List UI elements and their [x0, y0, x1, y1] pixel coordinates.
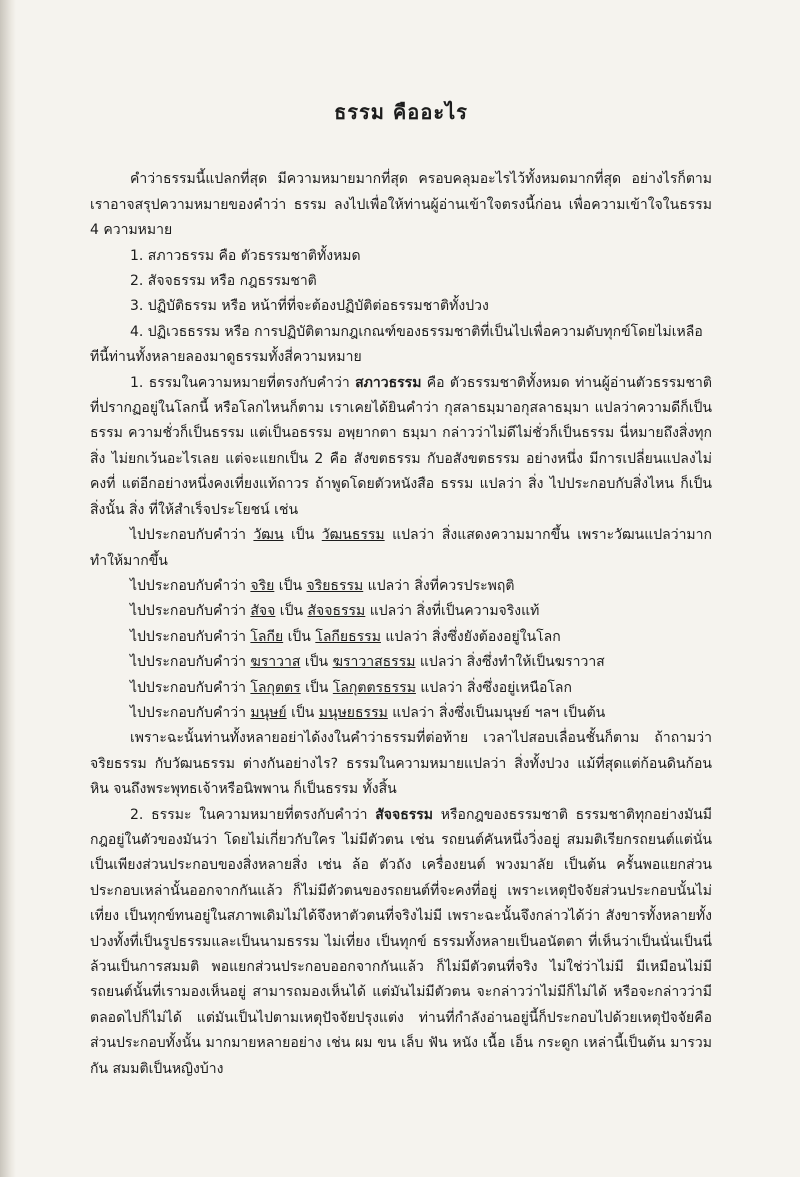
section-1-term: สภาวธรรม: [355, 374, 422, 391]
usage-root-word: วัฒน: [253, 527, 284, 544]
section-2-term: สัจจธรรม: [375, 806, 434, 823]
usage-prefix: ไปประกอบกับคำว่า: [130, 527, 254, 544]
usage-connector: เป็น: [283, 628, 316, 645]
usage-line: [90, 701, 712, 726]
usage-compound-word: ฆราวาสธรรม: [332, 654, 416, 671]
usage-prefix: ไปประกอบกับคำว่า: [130, 654, 251, 671]
usage-compound-word: โลกุตตรธรรม: [332, 679, 416, 696]
meaning-item: 4. ปฏิเวธธรรม หรือ การปฏิบัติตามกฎเกณฑ์ของธรรมชาติที่เป็นไปเพื่อความดับทุกข์โดยไม่เหลือ: [130, 323, 703, 340]
usage-connector: เป็น: [275, 603, 308, 620]
intro-paragraph: คำว่าธรรมนี้แปลกที่สุด มีความหมายมากที่สุด ครอบคลุมอะไรไว้ทั้งหมดมากที่สุด อย่างไรก็ตาม เราอาจสรุปความหมายของคำว่า ธรรม ลงไปเพื่อให้ท่านผู้อ่านเข้าใจตรงนี้ก่อน เพื่อความเข้าใจในธรรม 4 ความหมาย: [90, 171, 712, 239]
usage-compound-word: วัฒนธรรม: [321, 527, 385, 544]
section-2-lead: 2. ธรรมะ ในความหมายที่ตรงกับคำว่า: [130, 806, 376, 823]
usage-connector: เป็น: [300, 654, 333, 671]
usage-connector: เป็น: [300, 679, 333, 696]
usage-meaning: แปลว่า สิ่งแสดงความมากขึ้น เพราะวัฒนแปลว่ามาก ทำให้มากขึ้น: [90, 527, 712, 569]
usage-meaning: แปลว่า สิ่งซึ่งยังต้องอยู่ในโลก: [380, 628, 561, 645]
usage-meaning: แปลว่า สิ่งซึ่งทำให้เป็นฆราวาส: [415, 654, 605, 671]
usage-root-word: โลกีย: [250, 628, 284, 645]
usage-compound-word: มนุษยธรรม: [318, 704, 388, 721]
usage-root-word: สัจจ: [250, 603, 276, 620]
usage-prefix: ไปประกอบกับคำว่า: [130, 628, 251, 645]
usage-line: [90, 650, 712, 675]
usage-meaning: แปลว่า สิ่งที่ควรประพฤติ: [363, 577, 515, 594]
usage-prefix: ไปประกอบกับคำว่า: [130, 679, 251, 696]
usage-list: [90, 523, 712, 726]
meaning-list: [90, 244, 712, 371]
usage-root-word: โลกุตตร: [250, 679, 301, 696]
page-title: ธรรม คืออะไร: [334, 100, 468, 124]
page-binding-shadow: [0, 0, 16, 1177]
usage-root-word: มนุษย์: [250, 704, 287, 721]
meaning-list-tail: ทีนี้ท่านทั้งหลายลองมาดูธรรมทั้งสี่ความหมาย: [90, 349, 362, 366]
usage-meaning: แปลว่า สิ่งซึ่งอยู่เหนือโลก: [415, 679, 572, 696]
section-1-body: คือ ตัวธรรมชาติทั้งหมด ท่านผู้อ่านตัวธรรมชาติที่ปรากฏอยู่ในโลกนี้ หรือโลกไหนก็ตาม เราเคยได้ยินคำว่า กุสลาธมฺมาอกุสลาธมฺมา แปลว่าความดีก็เป็นธรรม ความชั่วก็เป็นธรรม แต่เป็นอธรรม อพฺยากตา ธมฺมา กล่าวว่าไม่ดีไม่ชั่วก็เป็นธรรม นี่หมายถึงสิ่งทุกสิ่ง ไม่ยกเว้นอะไรเลย แต่จะแยกเป็น 2 คือ สังขตธรรม กับอสังขตธรรม อย่างหนึ่ง มีการเปลี่ยนแปลงไม่คงที่ แต่อีกอย่างหนึ่งคงเที่ยงแท้ถาวร ถ้าพูดโดยตัวหนังสือ ธรรม แปลว่า สิ่ง ไปประกอบกับสิ่งไหน ก็เป็นสิ่งนั้น สิ่ง ที่ให้สำเร็จประโยชน์ เช่น: [90, 374, 712, 518]
usage-prefix: ไปประกอบกับคำว่า: [130, 577, 251, 594]
usage-compound-word: จริยธรรม: [306, 577, 364, 594]
usage-compound-word: โลกียธรรม: [315, 628, 381, 645]
usage-connector: เป็น: [286, 704, 319, 721]
therefore-paragraph: เพราะฉะนั้นท่านทั้งหลายอย่าได้งงในคำว่าธรรมที่ต่อท้าย เวลาไปสอบเลื่อนชั้นก็ตาม ถ้าถามว่า จริยธรรม กับวัฒนธรรม ต่างกันอย่างไร? ธรรมในความหมายแปลว่า สิ่งทั้งปวง แม้ที่สุดแต่ก้อนดินก้อนหิน จนถึงพระพุทธเจ้าหรือนิพพาน ก็เป็นธรรม ทั้งสิ้น: [90, 730, 712, 798]
meaning-item: 1. สภาวธรรม คือ ตัวธรรมชาติทั้งหมด: [130, 247, 361, 264]
meaning-item: 3. ปฏิบัติธรรม หรือ หน้าที่ที่จะต้องปฏิบัติต่อธรรมชาติทั้งปวง: [130, 298, 489, 315]
usage-line: [90, 574, 712, 599]
usage-line: [90, 676, 712, 701]
usage-line: [90, 523, 712, 574]
usage-prefix: ไปประกอบกับคำว่า: [130, 704, 251, 721]
meaning-item: 2. สัจจธรรม หรือ กฎธรรมชาติ: [130, 273, 317, 290]
usage-meaning: แปลว่า สิ่งที่เป็นความจริงแท้: [365, 603, 540, 620]
section-2-paragraph: [90, 803, 712, 1082]
usage-prefix: ไปประกอบกับคำว่า: [130, 603, 251, 620]
usage-compound-word: สัจจธรรม: [307, 603, 366, 620]
document-page: [90, 100, 712, 1082]
usage-connector: เป็น: [283, 527, 322, 544]
usage-line: [90, 625, 712, 650]
section-2-body: หรือกฎของธรรมชาติ ธรรมชาติทุกอย่างมันมีกฎอยู่ในตัวของมันว่า โดยไม่เกี่ยวกับใคร ไม่มีตัวตน เช่น รถยนต์คันหนึ่งวิ่งอยู่ สมมติเรียกรถยนต์แต่นั่นเป็นเพียงส่วนประกอบของสิ่งหลายสิ่ง เช่น ล้อ ตัวถัง เครื่องยนต์ พวงมาลัย เป็นต้น ครั้นพอแยกส่วนประกอบเหล่านั้นออกจากกันแล้ว ก็ไม่มีตัวตนของรถยนต์ที่จะคงที่อยู่ เพราะเหตุปัจจัยส่วนประกอบนั้นไม่เที่ยง เป็นทุกข์ทนอยู่ในสภาพเดิมไม่ได้จึงหาตัวตนที่จริงไม่มี เพราะฉะนั้นจึงกล่าวได้ว่า สังขารทั้งหลายทั้งปวงทั้งที่เป็นรูปธรรมและเป็นนามธรรม ไม่เที่ยง เป็นทุกข์ ธรรมทั้งหลายเป็นอนัตตา ที่เห็นว่าเป็นนั่นเป็นนี่ ล้วนเป็นการสมมติ พอแยกส่วนประกอบออกจากกันแล้ว ก็ไม่มีตัวตนที่จริง ไม่ใช่ว่าไม่มี มีเหมือนไม่มี รถยนต์นั้นที่เรามองเห็นอยู่ สามารถมองเห็นได้ แต่มันไม่มีตัวตน จะกล่าวว่าไม่มีก็ไม่ได้ หรือจะกล่าวว่ามีตลอดไปก็ไม่ได้ แต่มันเป็นไปตามเหตุปัจจัยปรุงแต่ง ท่านที่กำลังอ่านอยู่นี้ก็ประกอบไปด้วยเหตุปัจจัยคือส่วนประกอบทั้งนั้น มากมายหลายอย่าง เช่น ผม ขน เล็บ ฟัน หนัง เนื้อ เอ็น กระดูก เหล่านี้เป็นต้น มารวมกัน สมมติเป็นหญิงบ้าง: [90, 806, 712, 1077]
usage-line: [90, 599, 712, 624]
usage-connector: เป็น: [274, 577, 307, 594]
section-1-lead: 1. ธรรมในความหมายที่ตรงกับคำว่า: [130, 374, 356, 391]
section-1-paragraph: [90, 371, 712, 523]
usage-root-word: จริย: [250, 577, 275, 594]
usage-root-word: ฆราวาส: [250, 654, 301, 671]
usage-meaning: แปลว่า สิ่งซึ่งเป็นมนุษย์ ฯลฯ เป็นต้น: [387, 704, 606, 721]
